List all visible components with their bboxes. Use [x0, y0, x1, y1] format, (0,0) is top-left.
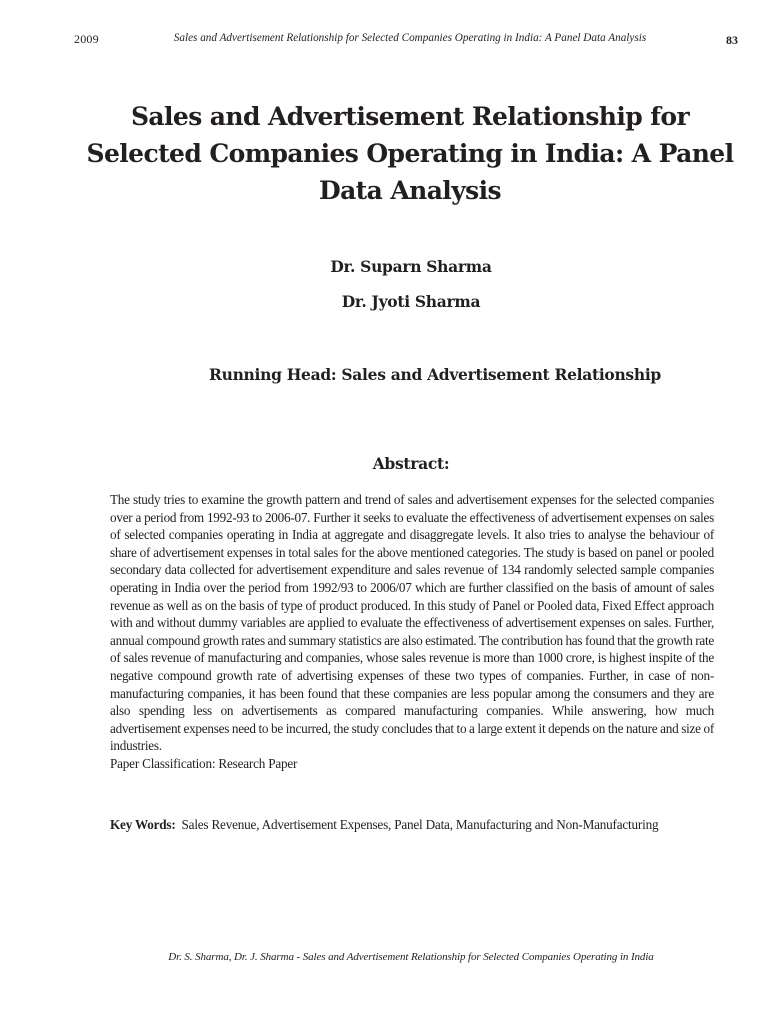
page-footer: Dr. S. Sharma, Dr. J. Sharma - Sales and Advertisement Relationship for Selected Companies Operating in India [168, 951, 654, 963]
abstract-heading: Abstract: [372, 454, 450, 473]
keywords-text: Sales Revenue, Advertisement Expenses, Panel Data, Manufacturing and Non-Manufacturing [181, 817, 659, 832]
author-name: Dr. Jyoti Sharma [341, 292, 481, 311]
running-header [0, 32, 768, 50]
running-head: Running Head: Sales and Advertisement Relationship [209, 365, 661, 384]
header-title: Sales and Advertisement Relationship for Selected Companies Operating in India: A Panel Data Analysis [173, 32, 647, 44]
header-year: 2009 [74, 32, 99, 46]
keywords-label: Key Words: [110, 817, 176, 832]
keywords [110, 816, 670, 834]
abstract-text: The study tries to examine the growth pattern and trend of sales and advertisement expenses for the selected companies over a period from 1992-93 to 2006-07. Further it seeks to evaluate the effectiveness of advertisement expenses on sales of selected companies operating in India at aggregate and disaggregate levels. It also tries to analyse the behaviour of share of advertisement expenses in total sales for the above mentioned categories. The study is based on panel or pooled secondary data collected for advertisement expenditure and sales revenue of 134 randomly selected sample companies operating in India over the period from 1992/93 to 2006/07 which are further classified on the basis of amount of sales revenue as well as on the basis of type of product produced. In this study of Panel or Pooled data, Fixed Effect approach with and without dummy variables are applied to evaluate the effectiveness of advertisement expenses on sales. Further, annual compound growth rates and summary statistics are also estimated. The contribution has found that the growth rate of sales revenue of manufacturing and companies, whose sales revenue is more than 1000 crore, is highest inspite of the negative compound growth rate of advertising expenses of these two types of companies. Further, in case of non-manufacturing companies, it has been found that these companies are less popular among the consumers and they are also spending less on advertisements as compared manufacturing companies. While answering, how much advertisement expenses need to be incurred, the study concludes that to a large extent it depends on the nature and size of industries. [110, 492, 714, 754]
abstract-body [110, 491, 714, 773]
paper-title: Sales and Advertisement Relationship for Selected Companies Operating in India: A Panel Data Analysis [86, 102, 734, 205]
page-number: 83 [726, 33, 738, 47]
author-name: Dr. Suparn Sharma [330, 257, 492, 276]
paper-classification: Paper Classification: Research Paper [110, 755, 298, 771]
